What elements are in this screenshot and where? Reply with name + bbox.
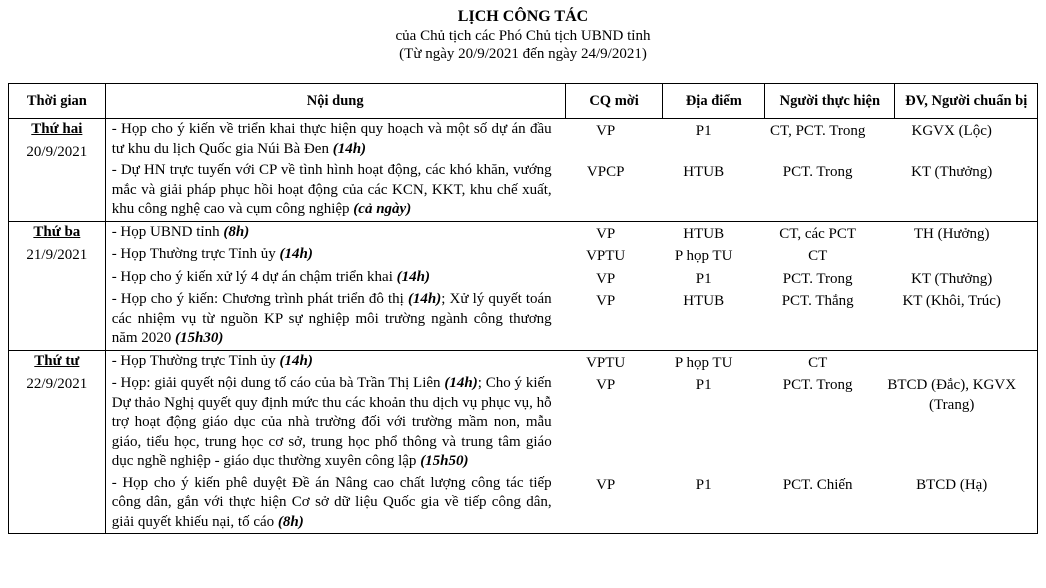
item-preparer — [882, 244, 1022, 267]
item-performer: CT — [808, 248, 828, 264]
item-time: (15h30) — [175, 330, 224, 346]
day-date: 22/9/2021 — [26, 375, 88, 392]
col-header-inviter: CQ mời — [565, 84, 663, 119]
col-header-preparer: ĐV, Người chuẩn bị — [895, 84, 1038, 119]
day-date: 20/9/2021 — [26, 144, 88, 160]
item-text: - Họp cho ý kiến xử lý 4 dự án chậm triển khai — [111, 268, 397, 285]
item-time: (8h) — [223, 223, 250, 240]
item-time: (14h) — [279, 352, 313, 369]
list-item — [106, 160, 1037, 221]
item-performer: CT, các PCT — [779, 225, 857, 242]
document-header — [0, 0, 1046, 63]
table-header-row — [9, 84, 1038, 119]
item-text: - Họp cho ý kiến phê duyệt Đề án Nâng cao chất lượng công tác tiếp công dân, gắn với thực hiện Cơ sở dữ liệu Quốc gia về tiếp công dân, giải quyết khiếu nại, tố cáo — [111, 474, 552, 530]
item-preparer — [882, 351, 1022, 374]
item-location: P họp TU — [674, 248, 733, 264]
item-inviter: VP — [596, 225, 616, 242]
list-item — [106, 119, 1037, 160]
item-content — [106, 222, 558, 245]
item-performer: PCT. Trong — [782, 270, 853, 287]
item-text: - Họp: giải quyết nội dung tố cáo của bà Trần Thị Liên — [111, 375, 445, 391]
item-text: - Họp Thường trực Tỉnh ủy — [111, 352, 280, 369]
item-content — [106, 160, 558, 221]
item-performer: PCT. Thắng — [781, 293, 854, 309]
item-content — [106, 473, 558, 534]
item-text: ; Xử lý quyết toán các nhiệm vụ từ nguồn KP sự nghiệp môi trường ngành công thương năm 2020 — [111, 291, 552, 346]
item-performer: PCT. Trong — [782, 377, 853, 393]
item-inviter: VP — [596, 293, 616, 309]
item-preparer: KT (Thưởng) — [911, 164, 993, 180]
item-text: - Dự HN trực tuyến với CP về tình hình hoạt động, các khó khăn, vướng mắc và giải pháp phục hồi hoạt động của các KCN, KKT, khu chế xuất, khu công nghệ cao và cụm công nghiệp — [111, 162, 552, 217]
item-inviter: VP — [596, 476, 616, 493]
item-text: ; Cho ý kiến Dự thảo Nghị quyết quy định mức thu các khoản thu dịch vụ phục vụ, hỗ trợ hoạt động giáo dục của nhà trường đối với trường mầm non, mẫu giáo, tiểu học, trung học cơ sở, trung học phổ thông và trung tâm giáo dục nghề nghiệp - giáo dục thường xuyên công lập — [111, 375, 552, 469]
list-item — [106, 289, 1037, 350]
item-preparer: BTCD (Hạ) — [916, 476, 988, 493]
item-time: (14h) — [279, 246, 313, 262]
item-time: (8h) — [277, 513, 304, 530]
item-time: (15h50) — [420, 453, 469, 469]
table-row — [9, 350, 1038, 534]
item-text: - Họp cho ý kiến: Chương trình phát triển đô thị — [111, 291, 408, 307]
item-content — [106, 244, 558, 267]
item-inviter: VP — [596, 123, 616, 139]
list-item — [106, 222, 1037, 245]
item-preparer: KGVX (Lộc) — [911, 123, 992, 139]
item-performer: PCT. Trong — [782, 164, 853, 180]
day-items-cell — [105, 119, 1037, 222]
day-cell — [9, 221, 106, 350]
list-item — [106, 351, 1037, 374]
item-location: P1 — [695, 476, 712, 493]
item-content — [106, 289, 558, 350]
item-performer: CT — [808, 354, 828, 371]
item-location: HTUB — [683, 225, 725, 242]
list-item — [106, 473, 1037, 534]
item-performer: CT, PCT. Trong — [770, 123, 866, 139]
day-name: Thứ hai — [31, 121, 83, 137]
item-inviter: VP — [596, 377, 616, 393]
date-range: (Từ ngày 20/9/2021 đến ngày 24/9/2021) — [399, 46, 647, 62]
item-content — [106, 373, 558, 473]
item-text: - Họp Thường trực Tỉnh ủy — [111, 246, 280, 262]
day-cell — [9, 350, 106, 534]
document-title: LỊCH CÔNG TÁC — [457, 8, 589, 25]
item-preparer: KT (Thưởng) — [911, 270, 993, 287]
day-name: Thứ tư — [34, 352, 80, 369]
table-row — [9, 221, 1038, 350]
list-item — [106, 267, 1037, 290]
item-location: P1 — [695, 377, 712, 393]
item-location: HTUB — [683, 164, 725, 180]
item-inviter: VPTU — [586, 354, 626, 371]
item-text: - Họp cho ý kiến về triển khai thực hiện quy hoạch và một số dự án đầu tư khu du lịch Quốc gia Núi Bà Đen — [111, 121, 552, 157]
day-items-cell — [105, 221, 1037, 350]
item-time: (14h) — [332, 140, 367, 157]
day-date: 21/9/2021 — [26, 246, 88, 263]
item-inviter: VPTU — [586, 248, 626, 264]
document-subtitle: của Chủ tịch các Phó Chủ tịch UBND tỉnh — [395, 28, 651, 44]
item-preparer: TH (Hưởng) — [913, 225, 990, 242]
item-time: (14h) — [444, 375, 478, 391]
item-location: P1 — [695, 270, 712, 287]
item-time: (cả ngày) — [353, 201, 412, 217]
item-time: (14h) — [396, 268, 430, 285]
item-performer: PCT. Chiến — [782, 476, 853, 493]
day-name: Thứ ba — [33, 223, 81, 240]
item-time: (14h) — [407, 291, 442, 307]
list-item — [106, 244, 1037, 267]
col-header-performer: Người thực hiện — [765, 84, 895, 119]
item-content — [106, 267, 558, 290]
schedule-table — [8, 83, 1038, 534]
table-row — [9, 119, 1038, 222]
col-header-time: Thời gian — [9, 84, 106, 119]
col-header-content: Nội dung — [105, 84, 565, 119]
item-text: - Họp UBND tỉnh — [111, 223, 224, 240]
col-header-location: Địa điểm — [663, 84, 765, 119]
item-inviter: VP — [596, 270, 616, 287]
item-inviter: VPCP — [586, 164, 625, 180]
item-preparer: KT (Khôi, Trúc) — [902, 293, 1001, 309]
list-item — [106, 373, 1037, 473]
day-cell — [9, 119, 106, 222]
item-preparer: BTCD (Đắc), KGVX (Trang) — [887, 377, 1017, 413]
item-location: P họp TU — [674, 354, 733, 371]
item-content — [106, 119, 558, 160]
item-location: HTUB — [683, 293, 725, 309]
day-items-cell — [105, 350, 1037, 534]
item-location: P1 — [695, 123, 712, 139]
item-content — [106, 351, 558, 374]
